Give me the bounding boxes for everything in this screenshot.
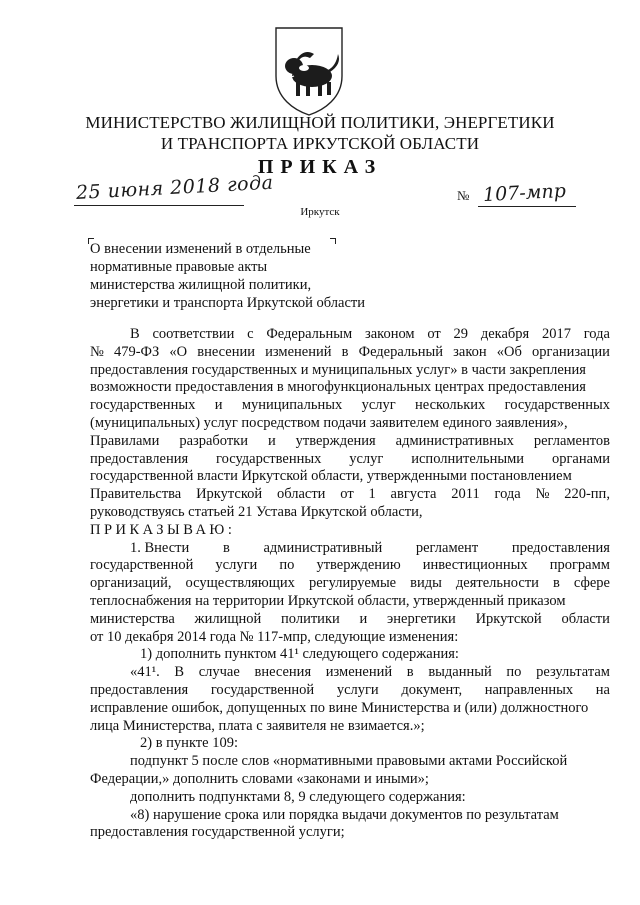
word: Правилами — [90, 432, 160, 449]
handwritten-date: 25 июня 2018 года — [75, 171, 274, 204]
word: в — [552, 575, 560, 592]
word: по — [279, 557, 295, 574]
word: предоставления — [90, 681, 189, 698]
text-line — [90, 807, 610, 825]
word: нескольких — [415, 397, 486, 414]
word: возможности предоставления в многофункциональных центрах предоставления — [90, 379, 586, 396]
word: внесения — [254, 664, 312, 681]
word: в — [341, 343, 349, 360]
add-subpoints-text: дополнить подпунктами 8, 9 следующего содержания: — [130, 788, 466, 805]
word: 1. Внести — [130, 539, 190, 556]
word: государственных — [216, 450, 322, 467]
city: Иркутск — [300, 206, 340, 218]
word: 2017 — [541, 326, 571, 342]
word: соответствии — [152, 326, 235, 342]
word: года — [583, 326, 610, 342]
word: программ — [549, 557, 610, 574]
word: государственных — [504, 397, 610, 414]
text-line — [90, 433, 610, 451]
word: деятельности — [455, 575, 539, 592]
word: регламентов — [533, 432, 610, 449]
word: и — [267, 432, 276, 449]
word: изменений — [325, 664, 393, 681]
word: и — [359, 610, 368, 627]
word: и — [214, 397, 223, 414]
add-subpoints-line — [90, 789, 610, 807]
text-line — [90, 575, 610, 593]
word: административный — [263, 539, 383, 556]
word: предоставления государственной услуги; — [90, 824, 345, 841]
word: года — [494, 486, 521, 503]
text-line — [90, 824, 610, 842]
word: исполнительными — [411, 450, 525, 467]
item-1 — [90, 540, 610, 647]
word: услуг — [349, 450, 384, 467]
word: с — [247, 326, 254, 342]
text-line — [90, 397, 610, 415]
word: энергетики — [387, 610, 456, 627]
subpoint-5-change — [90, 753, 610, 789]
quote-41 — [90, 664, 610, 735]
word: государственной — [210, 681, 315, 698]
word: теплоснабжения на территории Иркутской области, утвержденный приказом — [90, 592, 566, 609]
word: жилищной — [194, 610, 262, 627]
text-line — [90, 557, 610, 575]
word: услуги — [336, 681, 379, 698]
handwritten-number: 107-мпр — [482, 179, 567, 207]
text-line — [90, 718, 610, 736]
word: государственных — [90, 397, 196, 414]
ministry-line-1: МИНИСТЕРСТВО ЖИЛИЩНОЙ ПОЛИТИКИ, ЭНЕРГЕТИКИ — [85, 113, 555, 132]
coat-of-arms-icon — [272, 24, 346, 118]
word: внесении — [197, 343, 255, 360]
word: политики — [281, 610, 340, 627]
text-line — [90, 629, 610, 647]
word: виды — [410, 575, 442, 592]
word: области — [561, 610, 610, 627]
word: государственной — [90, 557, 194, 574]
word: сфере — [573, 575, 610, 592]
word: организаций, — [90, 575, 172, 592]
word: законом — [364, 326, 415, 342]
word: выданный — [428, 664, 492, 681]
subject-line: нормативные правовые акты — [90, 259, 268, 275]
word: утверждения — [295, 432, 376, 449]
word: от — [340, 486, 354, 503]
word: Правительства — [90, 486, 182, 503]
word: «Об — [496, 343, 522, 360]
text-line — [90, 664, 610, 682]
subject-line: энергетики и транспорта Иркутской области — [90, 295, 365, 311]
text-line — [90, 753, 610, 771]
quote-8 — [90, 807, 610, 843]
word: регулируемые — [308, 575, 397, 592]
preamble — [90, 326, 610, 522]
word: инвестиционных — [422, 557, 528, 574]
word: услуг — [361, 397, 396, 414]
document-body — [90, 326, 610, 842]
word: августа — [390, 486, 437, 503]
word: Федеральный — [358, 343, 444, 360]
word: государственной власти Иркутской области, утвержденными постановлением — [90, 468, 572, 485]
word: лица Министерства, плата с заявителя не взимается.»; — [90, 717, 425, 734]
word: от — [427, 326, 441, 342]
subitem-1-text: 1) дополнить пунктом 41¹ следующего содержания: — [140, 646, 459, 663]
word: документ, — [401, 681, 463, 698]
text-line — [90, 362, 610, 380]
word: 479-ФЗ — [113, 343, 160, 360]
word: органами — [551, 450, 610, 467]
text-line — [90, 486, 610, 504]
number-sign: № — [457, 188, 470, 203]
word: (муниципальных) услуг посредством подачи заявителем единого заявления», — [90, 414, 568, 431]
subitem-2 — [90, 735, 610, 753]
subitem-1 — [90, 646, 610, 664]
word: Иркутской — [475, 610, 542, 627]
word: министерства — [90, 610, 175, 627]
word: закон — [453, 343, 487, 360]
text-line — [90, 611, 610, 629]
word: на — [595, 681, 610, 698]
word: Федерации,» дополнить словами «законами и иными»; — [90, 770, 429, 787]
text-line — [90, 415, 610, 433]
word: 2011 — [451, 486, 480, 503]
word: от 10 декабря 2014 года № 117-мпр, следующие изменения: — [90, 628, 459, 645]
word: утверждению — [316, 557, 401, 574]
word: 29 — [453, 326, 469, 342]
word: исправление ошибок, допущенных по вине Министерства и (или) должностного — [90, 699, 589, 716]
word: 1 — [368, 486, 376, 503]
word: услуги — [215, 557, 258, 574]
subitem-2-text: 2) в пункте 109: — [140, 735, 238, 752]
word: № — [90, 343, 104, 360]
word: области — [276, 486, 326, 503]
word: случае — [198, 664, 240, 681]
word: предоставления — [90, 450, 189, 467]
word: изменений — [265, 343, 332, 360]
word: организации — [532, 343, 610, 360]
word: разработки — [179, 432, 248, 449]
word: муниципальных — [241, 397, 343, 414]
word: Иркутской — [196, 486, 263, 503]
text-line — [90, 540, 610, 558]
word: № — [535, 486, 550, 503]
word: направленных — [484, 681, 574, 698]
text-line — [90, 682, 610, 700]
word: «8) нарушение срока или порядка выдачи документов по результатам — [130, 806, 559, 823]
word: административных — [395, 432, 514, 449]
word: осуществляющих — [185, 575, 295, 592]
word: результатам — [536, 664, 610, 681]
text-line — [90, 700, 610, 718]
text-line — [90, 326, 610, 344]
word: руководствуясь статьей 21 Устава Иркутской области, — [90, 503, 423, 520]
word: В — [130, 326, 140, 342]
word: «О — [169, 343, 188, 360]
text-line — [90, 504, 610, 522]
word: в — [406, 664, 414, 681]
word: по — [506, 664, 522, 681]
text-line — [90, 468, 610, 486]
subject-line: О внесении изменений в отдельные — [90, 241, 311, 257]
text-line — [90, 379, 610, 397]
word: Федеральным — [266, 326, 353, 342]
order-word: ПРИКАЗЫВАЮ: — [90, 521, 236, 538]
document-subject — [90, 240, 365, 312]
text-line — [90, 593, 610, 611]
word: предоставления — [511, 539, 610, 556]
word: В — [174, 664, 185, 681]
word: предоставления государственных и муниципальных услуг» в части закрепления — [90, 361, 586, 378]
ministry-name — [60, 112, 580, 154]
subject-line: министерства жилищной политики, — [90, 277, 312, 293]
order-word-line — [90, 522, 610, 540]
word: декабря — [480, 326, 530, 342]
word: 220-пп, — [564, 486, 610, 503]
word: подпункт 5 после слов «нормативными правовыми актами Российской — [130, 753, 568, 770]
word: в — [222, 539, 230, 556]
text-line — [90, 771, 610, 789]
word: регламент — [415, 539, 479, 556]
text-line — [90, 451, 610, 469]
ministry-line-2: И ТРАНСПОРТА ИРКУТСКОЙ ОБЛАСТИ — [160, 134, 480, 153]
word: «41¹. — [130, 664, 160, 681]
text-line — [90, 344, 610, 362]
document-type: ПРИКАЗ — [257, 156, 383, 178]
